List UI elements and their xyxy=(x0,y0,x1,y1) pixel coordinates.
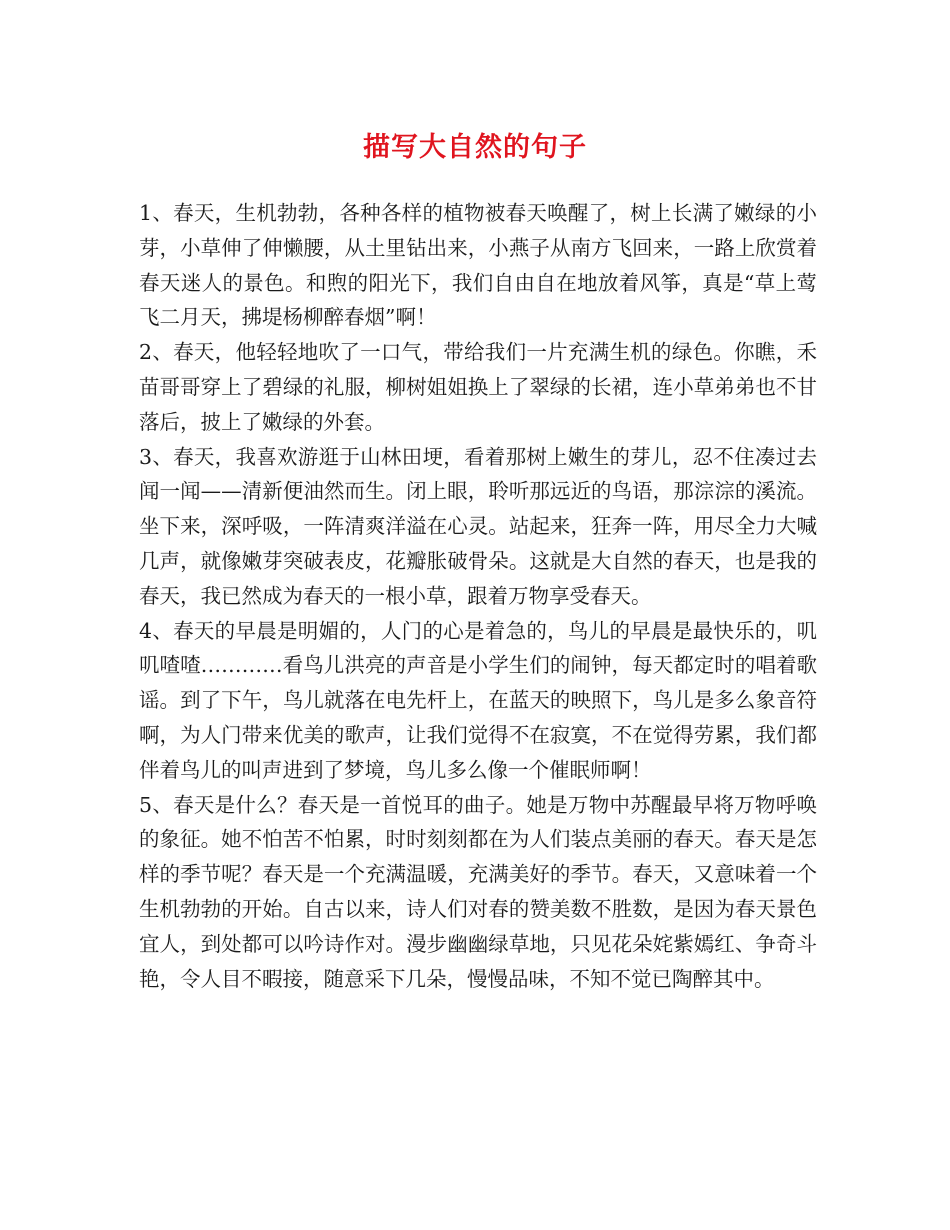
paragraph-5: 5、春天是什么？春天是一首悦耳的曲子。她是万物中苏醒最早将万物呼唤的象征。她不怕苦不怕累，时时刻刻都在为人们装点美丽的春天。春天是怎样的季节呢？春天是一个充满温暖，充满美好的季节。春天，又意味着一个生机勃勃的开始。自古以来，诗人们对春的赞美数不胜数，是因为春天景色宜人，到处都可以吟诗作对。漫步幽幽绿草地，只见花朵姹紫嫣红、争奇斗艳，令人目不暇接，随意采下几朵，慢慢品味，不知不觉已陶醉其中。 xyxy=(139,792,817,991)
paragraph-2: 2、春天，他轻轻地吹了一口气，带给我们一片充满生机的绿色。你瞧，禾苗哥哥穿上了碧绿的礼服，柳树姐姐换上了翠绿的长裙，连小草弟弟也不甘落后，披上了嫩绿的外套。 xyxy=(139,340,817,434)
paragraph-4: 4、春天的早晨是明媚的，人门的心是着急的，鸟儿的早晨是最快乐的，叽叽喳喳…………看鸟儿洪亮的声音是小学生们的闹钟，每天都定时的唱着歌谣。到了下午，鸟儿就落在电先杆上，在蓝天的映照下，鸟儿是多么象音符啊，为人门带来优美的歌声，让我们觉得不在寂寞，不在觉得劳累，我们都伴着鸟儿的叫声进到了梦境，鸟儿多么像一个催眠师啊！ xyxy=(139,618,817,782)
paragraph-3: 3、春天，我喜欢游逛于山林田埂，看着那树上嫩生的芽儿，忍不住凑过去闻一闻——清新便油然而生。闭上眼，聆听那远近的鸟语，那淙淙的溪流。坐下来，深呼吸，一阵清爽洋溢在心灵。站起来，狂奔一阵，用尽全力大喊几声，就像嫩芽突破表皮，花瓣胀破骨朵。这就是大自然的春天，也是我的春天，我已然成为春天的一根小草，跟着万物享受春天。 xyxy=(139,444,817,608)
document-title: 描写大自然的句子 xyxy=(363,132,587,163)
document-body xyxy=(139,196,817,996)
paragraph-1: 1、春天，生机勃勃，各种各样的植物被春天唤醒了，树上长满了嫩绿的小芽，小草伸了伸懒腰，从土里钻出来，小燕子从南方飞回来，一路上欣赏着春天迷人的景色。和煦的阳光下，我们自由自在地放着风筝，真是“草上莺飞二月天，拂堤杨柳醉春烟”啊！ xyxy=(139,201,817,330)
